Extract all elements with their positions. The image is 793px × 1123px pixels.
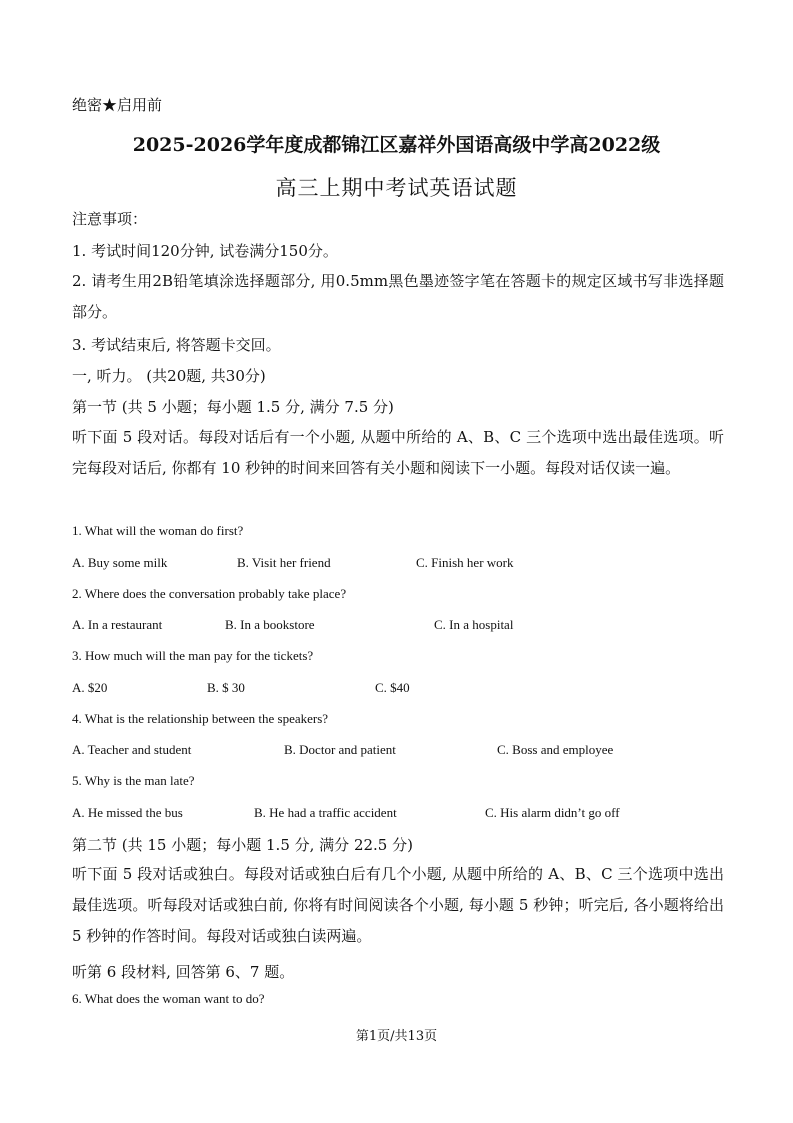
question-1-stem: 1. What will the woman do first?	[72, 523, 244, 538]
exam-title-line1: 2025-2026学年度成都锦江区嘉祥外国语高级中学高2022级	[132, 134, 661, 156]
question-2-option-a: A. In a restaurant	[72, 617, 163, 632]
question-4-option-a: A. Teacher and student	[72, 742, 192, 757]
part1-heading: 第一节 (共 5 小题；每小题 1.5 分, 满分 7.5 分)	[72, 398, 394, 416]
part2-instructions: 听下面 5 段对话或独白。每段对话或独白后有几个小题, 从题中所给的 A、B、C 三个选项中选出最佳选项。听每段对话或独白前, 你将有时间阅读各个小题, 每小题 5 秒钟；听完后, 各小题将给出 5 秒钟的作答时间。每段对话或独白读两遍。	[72, 865, 724, 945]
question-1-option-b: B. Visit her friend	[237, 555, 331, 570]
question-5-option-a: A. He missed the bus	[72, 805, 183, 820]
question-3-stem: 3. How much will the man pay for the tickets?	[72, 648, 314, 663]
question-5-option-c: C. His alarm didn’t go off	[485, 805, 620, 820]
question-3-option-a: A. $20	[72, 680, 108, 695]
question-3-option-b: B. $ 30	[207, 680, 245, 695]
question-2-stem: 2. Where does the conversation probably take place?	[72, 586, 347, 601]
notes-heading: 注意事项：	[72, 210, 148, 228]
question-4-option-b: B. Doctor and patient	[284, 742, 396, 757]
page-number-footer: 第1页/共13页	[355, 1029, 438, 1044]
exam-title-line2: 高三上期中考试英语试题	[275, 176, 518, 200]
question-2-option-b: B. In a bookstore	[225, 617, 315, 632]
part1-instructions: 听下面 5 段对话。每段对话后有一个小题, 从题中所给的 A、B、C 三个选项中选出最佳选项。听完每段对话后, 你都有 10 秒钟的时间来回答有关小题和阅读下一小题。每段对话仅读一遍。	[72, 428, 724, 477]
question-4-option-c: C. Boss and employee	[497, 742, 614, 757]
note-item-2: 2. 请考生用2B铅笔填涂选择题部分, 用0.5mm黑色墨迹签字笔在答题卡的规定区域书写非选择题部分。	[72, 272, 724, 321]
question-2-option-c: C. In a hospital	[434, 617, 514, 632]
material-6-instruction: 听第 6 段材料, 回答第 6、7 题。	[72, 963, 295, 981]
question-4-stem: 4. What is the relationship between the speakers?	[72, 711, 329, 726]
note-item-3: 3. 考试结束后, 将答题卡交回。	[72, 336, 281, 354]
section-listening-heading: 一, 听力。 (共20题, 共30分)	[72, 367, 266, 385]
question-5-option-b: B. He had a traffic accident	[254, 805, 397, 820]
confidential-label: 绝密★启用前	[72, 96, 163, 114]
question-3-option-c: C. $40	[375, 680, 410, 695]
question-5-stem: 5. Why is the man late?	[72, 773, 195, 788]
question-6-stem: 6. What does the woman want to do?	[72, 991, 265, 1006]
part2-heading: 第二节 (共 15 小题；每小题 1.5 分, 满分 22.5 分)	[72, 836, 413, 854]
question-1-option-a: A. Buy some milk	[72, 555, 168, 570]
note-item-1: 1. 考试时间120分钟, 试卷满分150分。	[72, 242, 338, 260]
question-1-option-c: C. Finish her work	[416, 555, 514, 570]
